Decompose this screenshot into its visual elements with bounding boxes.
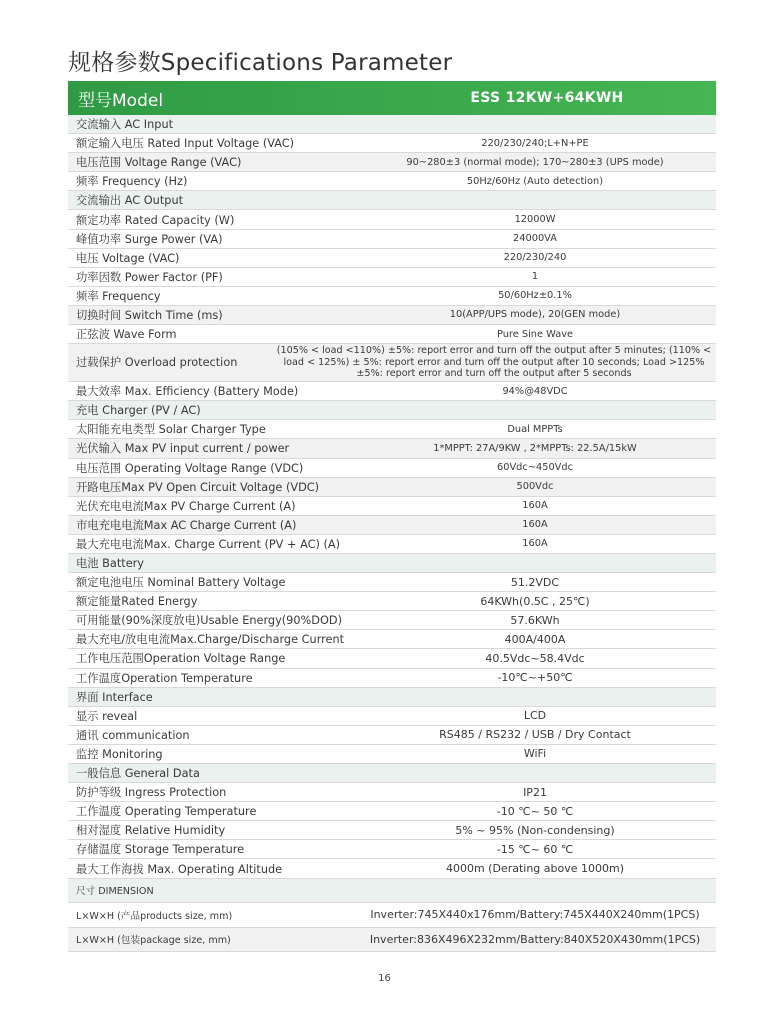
spec-label: 光伏输入 Max PV input current / power [76,442,290,456]
spec-value: 220/230/240 [503,252,567,264]
spec-label: 最大充电电流Max. Charge Current (PV + AC) (A) [76,537,341,551]
spec-row [68,287,716,306]
spec-row [68,210,716,229]
spec-label: 切换时间 Switch Time (ms) [76,308,223,322]
spec-row [68,783,716,802]
spec-value: -10 ℃~ 50 ℃ [496,804,574,818]
spec-row [68,592,716,611]
spec-value: 94%@48VDC [502,385,568,397]
spec-row [68,611,716,630]
section-title: 电池 Battery [76,557,144,571]
spec-value: 50Hz/60Hz (Auto detection) [466,175,604,187]
spec-label: 电压范围 Voltage Range (VAC) [76,156,242,170]
spec-row [68,573,716,592]
section-title: 交流输出 AC Output [76,194,184,208]
spec-row [68,382,716,401]
spec-label: 正弦波 Wave Form [76,328,177,342]
spec-label: 市电充电电流Max AC Charge Current (A) [76,518,297,532]
spec-label: 相对湿度 Relative Humidity [76,824,226,838]
spec-row [68,249,716,268]
spec-label: 太阳能充电类型 Solar Charger Type [76,423,266,437]
spec-row [68,516,716,535]
spec-value: 160A [522,519,548,531]
spec-value: 50/60Hz±0.1% [498,290,572,302]
spec-label: 频率 Frequency [76,289,161,303]
model-header [68,81,716,115]
spec-value: 90~280±3 (normal mode); 170~280±3 (UPS mode) [406,156,664,168]
spec-row [68,230,716,249]
spec-row [68,840,716,859]
spec-value: -10℃~+50℃ [497,671,573,685]
spec-label: 频率 Frequency (Hz) [76,175,188,189]
spec-value: -15 ℃~ 60 ℃ [496,842,574,856]
model-value: ESS 12KW+64KWH [470,90,624,106]
spec-row [68,306,716,325]
spec-row [68,707,716,726]
spec-label: 监控 Monitoring [76,747,163,761]
spec-value: IP21 [523,785,547,799]
spec-label: 额定能量Rated Energy [76,595,198,609]
spec-label: 额定功率 Rated Capacity (W) [76,213,235,227]
spec-value: 12000W [514,214,556,226]
section-header-row [68,879,716,904]
spec-value: Inverter:836X496X232mm/Battery:840X520X430mm(1PCS) [369,932,701,946]
spec-label: 通讯 communication [76,728,190,742]
spec-value: 57.6KWh [510,613,560,627]
spec-rows [68,115,716,952]
spec-value: 24000VA [513,233,557,245]
spec-label: 额定电池电压 Nominal Battery Voltage [76,576,286,590]
spec-label: 工作温度 Operating Temperature [76,805,257,819]
spec-row [68,649,716,668]
spec-row [68,439,716,458]
spec-row [68,802,716,821]
section-header-row [68,688,716,707]
section-header-row [68,554,716,573]
spec-label: 电压 Voltage (VAC) [76,251,180,265]
spec-value: Pure Sine Wave [496,328,574,340]
spec-label: 功率因数 Power Factor (PF) [76,270,223,284]
section-title: 一般信息 General Data [76,767,200,781]
spec-value: LCD [523,709,547,723]
spec-label: 最大充电/放电电流Max.Charge/Discharge Current [76,633,345,647]
spec-value: 160A [522,538,548,550]
section-header-row [68,764,716,783]
spec-label: 光伏充电电流Max PV Charge Current (A) [76,499,296,513]
spec-row [68,928,716,953]
spec-value: 40.5Vdc~58.4Vdc [485,651,585,665]
spec-label: 峰值功率 Surge Power (VA) [76,232,223,246]
spec-label: 工作电压范围Operation Voltage Range [76,652,286,666]
section-header-row [68,401,716,420]
page-number: 16 [378,973,391,984]
spec-label: 防护等级 Ingress Protection [76,786,227,800]
spec-row [68,478,716,497]
spec-value: Dual MPPTs [507,423,563,435]
spec-value: 160A [522,500,548,512]
spec-label: 工作温度Operation Temperature [76,671,253,685]
spec-value: 60Vdc~450Vdc [497,462,573,474]
spec-row [68,821,716,840]
spec-row [68,669,716,688]
spec-row [68,344,716,382]
spec-value: WiFi [523,747,547,761]
section-title: 尺寸 DIMENSION [76,886,154,898]
spec-value: 5% ~ 95% (Non-condensing) [455,823,615,837]
section-header-row [68,115,716,134]
spec-label: 最大效率 Max. Efficiency (Battery Mode) [76,385,299,399]
spec-label: 额定输入电压 Rated Input Voltage (VAC) [76,137,295,151]
spec-value: 400A/400A [504,632,566,646]
section-header-row [68,191,716,210]
spec-label: 存储温度 Storage Temperature [76,843,245,857]
section-title: 界面 Interface [76,690,153,704]
spec-row [68,172,716,191]
page-title: 规格参数Specifications Parameter [68,50,453,76]
spec-row [68,325,716,344]
spec-row [68,535,716,554]
spec-row [68,134,716,153]
spec-value: 1 [531,271,539,283]
spec-value: Inverter:745X440x176mm/Battery:745X440X240mm(1PCS) [370,908,700,922]
spec-label: L×W×H (包装package size, mm) [76,935,231,947]
section-title: 交流输入 AC Input [76,118,174,132]
spec-row [68,745,716,764]
spec-label: 最大工作海拔 Max. Operating Altitude [76,862,283,876]
spec-label: 显示 reveal [76,709,138,723]
section-title: 充电 Charger (PV / AC) [76,404,201,418]
spec-value: 4000m (Derating above 1000m) [445,862,625,876]
spec-value: RS485 / RS232 / USB / Dry Contact [439,728,631,742]
spec-label: 开路电压Max PV Open Circuit Voltage (VDC) [76,480,320,494]
spec-row [68,153,716,172]
spec-row [68,459,716,478]
spec-value: 220/230/240;L+N+PE [481,137,589,149]
spec-value: 1*MPPT: 27A/9KW , 2*MPPTs: 22.5A/15kW [433,442,637,454]
spec-label: L×W×H (产品products size, mm) [76,910,233,922]
spec-label: 电压范围 Operating Voltage Range (VDC) [76,461,304,475]
spec-value: 64KWh(0.5C , 25℃) [480,594,590,608]
spec-label: 可用能量(90%深度放电)Usable Energy(90%DOD) [76,614,342,628]
spec-value: 51.2VDC [510,575,560,589]
spec-value: 500Vdc [516,481,554,493]
spec-row [68,630,716,649]
spec-row [68,903,716,928]
spec-value: (105% < load <110%) ±5%: report error and turn off the output after 5 minutes; (110% < load < 125%) ± 5%: report error and turn off the output after 10 seconds; Load >125% ±5%: report error and turn off the output after 5 seconds [276,345,712,380]
spec-row [68,859,716,878]
spec-row [68,497,716,516]
model-label: 型号Model [78,90,164,111]
spec-value: 10(APP/UPS mode), 20(GEN mode) [449,309,621,321]
spec-row [68,726,716,745]
spec-row [68,268,716,287]
specifications-table [68,81,716,952]
spec-label: 过载保护 Overload protection [76,355,238,369]
spec-row [68,420,716,439]
